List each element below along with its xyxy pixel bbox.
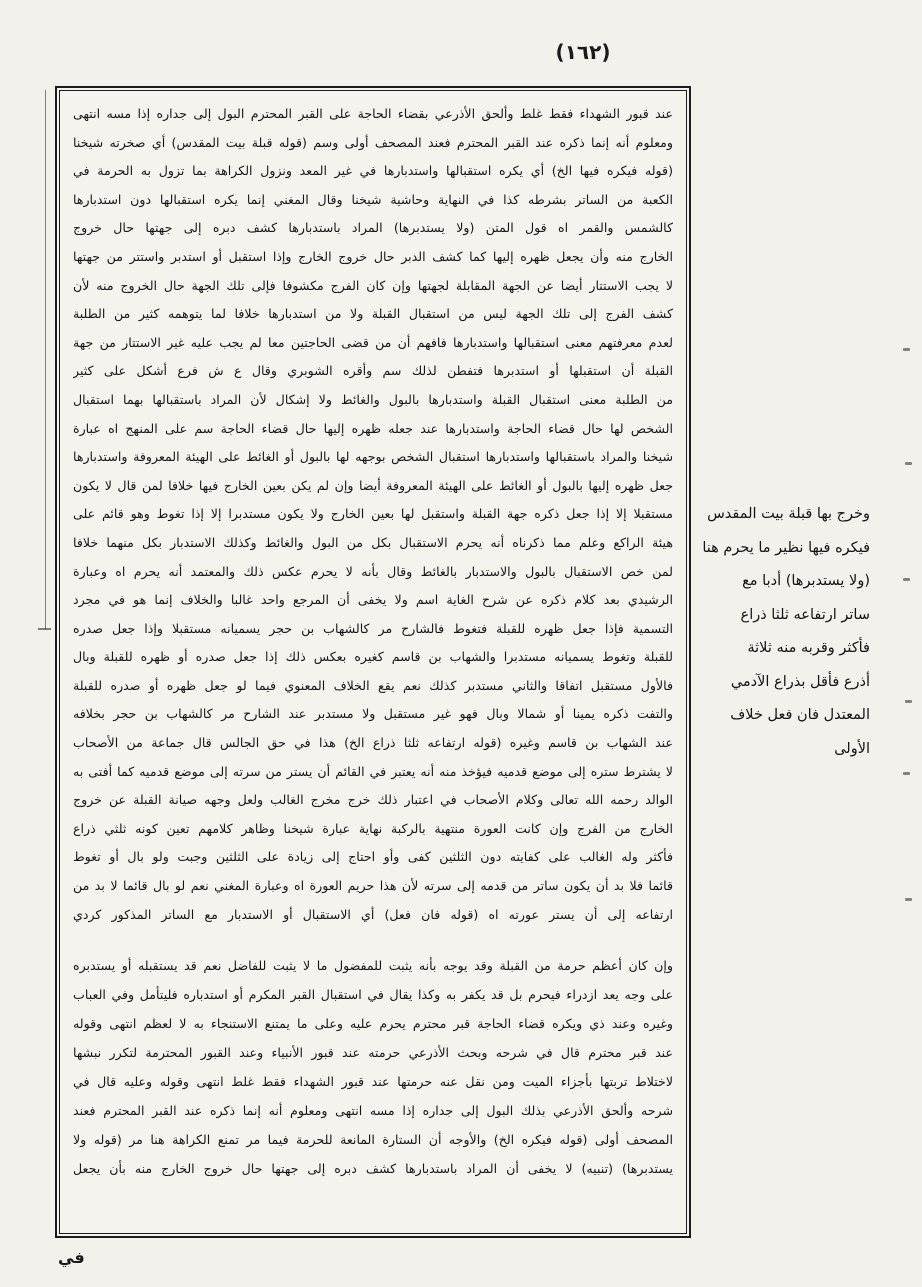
text-line: يستدبرها) (تنبيه) لا يخفى أن المراد باستدبارها كشف دبره إلى جهتها حال خروج الخارج منه بأن يجعل xyxy=(73,1161,673,1177)
scan-speck xyxy=(905,462,912,465)
left-edge-tick xyxy=(38,628,51,630)
text-line: للقبلة وتغوط يسميانه مستدبرا والشهاب بن قاسم كغيره بعكس ذلك إذا جعل صدره أو ظهره للقبلة وبال xyxy=(73,649,673,665)
scan-speck xyxy=(903,578,910,581)
text-line: كالشمس والقمر اه قول المتن (ولا يستدبرها) المراد باستدبارها كشف دبره إلى جهتها حال خروج xyxy=(73,220,673,236)
text-line: التسمية فإذا جعل ظهره للقبلة فتغوط فالشارح مر كالشهاب بن حجر يسميانه مستقبلا وإذا جعل صدره xyxy=(73,620,673,636)
text-line: الكعبة من الساتر بشرطه كذا في النهاية وحاشية شيخنا وقال المغني إنما يكره استقبالها دون استدبارها xyxy=(73,191,673,207)
margin-note-line: أذرع فأقل بذراع الآدمي xyxy=(730,673,870,690)
text-line: القبلة أن استقبلها أو استدبرها فتفطن لذلك سم وأقره الشوبري وقال ع ش فرع أشكل على كثير xyxy=(73,363,673,379)
text-frame xyxy=(55,86,691,1238)
text-line: الرشيدي بعد كلام ذكره عن شرح الغاية اسم ولا يخفى أن المرجع واحد غالبا والخلاف إنما هو في مجرد xyxy=(73,592,673,608)
text-line: لا يشترط ستره إلى موضع قدميه فيؤخذ منه أنه يعتبر في القائم أن يستر من سرته إلى موضع قدميه كما أفتى به xyxy=(73,763,673,779)
text-line: شيخنا والمراد باستقبالها واستدبارها استقبال الشخص بوجهه لها بالبول أو الغائط على الهيئة المعروفة واستدبارها xyxy=(73,449,673,465)
text-line: مستقبلا إلا إذا جعل ذكره جهة القبلة واستقبل لها بعين الخارج ولا يكون مستدبرا إلا إذا تغوط وهو قائم على xyxy=(73,506,673,522)
text-line: كشف الفرج إلى تلك الجهة ليس من استقبال القبلة ولا من استدبارها خلافا لما يتوهمه كثير من الطلبة xyxy=(73,306,673,322)
text-line: الخارج منه وأن يجعل ظهره إليها كما كشف الدبر حال خروج الخارج وإذا استقبل أو استدبر واستتر من جهتها xyxy=(73,248,673,264)
text-line: المصحف أولى (قوله فيكره الخ) والأوجه أن الستارة المانعة للحرمة فيما مر تمنع الكراهة هنا مر (قوله ولا xyxy=(73,1132,673,1148)
text-line: والتفت ذكره يمينا أو شمالا وبال فهو غير مستقبل ولا مستدبر عند الشارح مر كالشهاب بن حجر بخلافه xyxy=(73,706,673,722)
text-line: جعل ظهره إليها بالبول أو الغائط على الهيئة المعروفة أيضا وإن لم يكن بعين الخارج فيها خلافا لمن قال لا يكون xyxy=(73,477,673,493)
text-line: لا يجب الاستتار أيضا عن الجهة المقابلة لجهتها وإن كان الفرج مكشوفا فإلى تلك الجهة حال الخروج منه لأن xyxy=(73,277,673,293)
text-line: (قوله فيكره فيها الخ) أي يكره استقبالها واستدبارها في غير المعد ونزول الكراهة بما تزول به الحرمة في xyxy=(73,163,673,179)
page-number: (١٦٢) xyxy=(555,40,611,64)
block-gap xyxy=(73,929,673,951)
text-line: لعدم معرفتهم معنى استقبالها واستدبارها فافهم أن من قضى الحاجتين معا لم يجب عليه غير الاستتار من جهة xyxy=(73,334,673,350)
margin-note-line: ساتر ارتفاعه ثلثا ذراع xyxy=(740,606,870,623)
margin-note-line: وخرج بها قبلة بيت المقدس xyxy=(707,506,870,522)
margin-note xyxy=(692,498,870,766)
scan-speck xyxy=(903,348,910,351)
catchword: في xyxy=(58,1248,85,1267)
text-line: فالأول مستقبل اتفاقا والثاني مستدبر كذلك نعم يقع الخلاف المعنوي فيما لو جعل ظهره أو صدره للقبلة xyxy=(73,677,673,693)
text-line: عند قبر محترم قال في شرحه وبحث الأذرعي حرمته عند قبور الأنبياء وعند القبور المحترمة لتكرر نبشها xyxy=(73,1045,673,1061)
text-frame-inner-rule xyxy=(59,90,687,1234)
scan-speck xyxy=(903,772,910,775)
text-line: قائما فلا بد أن يكون ساتر من قدمه إلى سرته لأن هذا حريم العورة اه وعبارة المغني نعم لو بال قائما لا بد من xyxy=(73,878,673,894)
margin-note-line: فيكره فيها نظير ما يحرم هنا xyxy=(702,539,870,556)
text-line: لاختلاط تربتها بأجزاء الميت ومن نقل عنه حرمتها عند قبور الشهداء فقط غلط انتهى وقوله وعليه قال في xyxy=(73,1074,673,1090)
margin-note-line: (ولا يستدبرها) أدبا مع xyxy=(742,573,870,589)
text-line: ارتفاعه إلى أن يستر عورته اه (قوله فان فعل) أي الاستقبال أو الاستدبار مع الساتر المذكور كردي xyxy=(73,906,673,922)
margin-note-line: فأكثر وقربه منه ثلاثة xyxy=(747,640,870,656)
text-line: عند الشهاب بن قاسم وغيره (قوله ارتفاعه ثلثا ذراع الخ) هذا في حق الجالس قال جماعة من الأصحاب xyxy=(73,735,673,751)
text-line: ومعلوم أنه إنما ذكره عند القبر المحترم فعند المصحف أولى وسم (قوله قبلة بيت المقدس) أي صخرته شيخنا xyxy=(73,134,673,150)
main-text-block xyxy=(73,100,673,929)
scan-speck xyxy=(905,700,912,703)
text-line: وغيره وعند ذي ويكره قضاء الحاجة قبر محترم يحرم عليه وعلى ما يمتنع الاستنجاء به لا لعظم انتهى وقوله xyxy=(73,1016,673,1032)
scan-speck xyxy=(905,898,912,901)
text-line: على وجه يعد ازدراء فيحرم بل قد يكفر به وكذا يقال في استقبال القبر المكرم أو استدباره فليتأمل وفي العباب xyxy=(73,987,673,1003)
text-line: هيئة الراكع وعلم مما ذكرناه أنه يحرم الاستقبال بكل من البول والغائط وكذلك الاستدبار بكل منهما خلافا xyxy=(73,534,673,550)
text-line: وإن كان أعظم حرمة من القبلة وقد يوجه بأنه يثبت للمفضول ما لا يثبت للفاضل نعم قد يستقبله أو يستدبره xyxy=(73,958,673,974)
text-line: لمن خص الاستقبال بالبول والاستدبار بالغائط وقال بأنه لا يحرم عكس ذلك والمعتمد أنه يحرم اه وعبارة xyxy=(73,563,673,579)
text-line: الوالد رحمه الله تعالى وكلام الأصحاب في اعتبار ذلك خرج مخرج الغالب ولعل وجهه صيانة القبلة عن خروج xyxy=(73,792,673,808)
margin-note-line: الأولى xyxy=(834,740,870,757)
text-line: شرحه وألحق الأذرعي بذلك البول إلى جداره إذا مسه انتهى ومعلوم أنه إنما ذكره عند القبر المحترم فعند xyxy=(73,1103,673,1119)
margin-note-line: المعتدل فان فعل خلاف xyxy=(730,707,870,723)
text-line: من الطلبة معنى استقبال القبلة واستدبارها بالبول والغائط ولا إشكال لأن المراد باستقبالها بهما استقبال xyxy=(73,391,673,407)
text-line: الشخص لها حال قضاء الحاجة واستدبارها عند جعله ظهره إليها حال قضاء الحاجة سم على المنهج اه عبارة xyxy=(73,420,673,436)
lower-text-block xyxy=(73,951,673,1183)
text-line: عند قبور الشهداء فقط غلط وألحق الأذرعي بقضاء الحاجة على القبر المحترم البول إلى جداره إذا مسه انتهى xyxy=(73,106,673,121)
text-line: فأكثر وله الغالب على كفايته دون الثلثين كفى وأو احتاج إلى زيادة على الثلثين وجبت ولو بال أو تغوط xyxy=(73,849,673,865)
left-edge-line xyxy=(45,90,46,630)
text-line: الخارج من الفرج وإن كانت العورة منتهية بالركبة نهاية عبارة شيخنا وظاهر كلامهم تعين كونه ثلثي ذراع xyxy=(73,820,673,836)
